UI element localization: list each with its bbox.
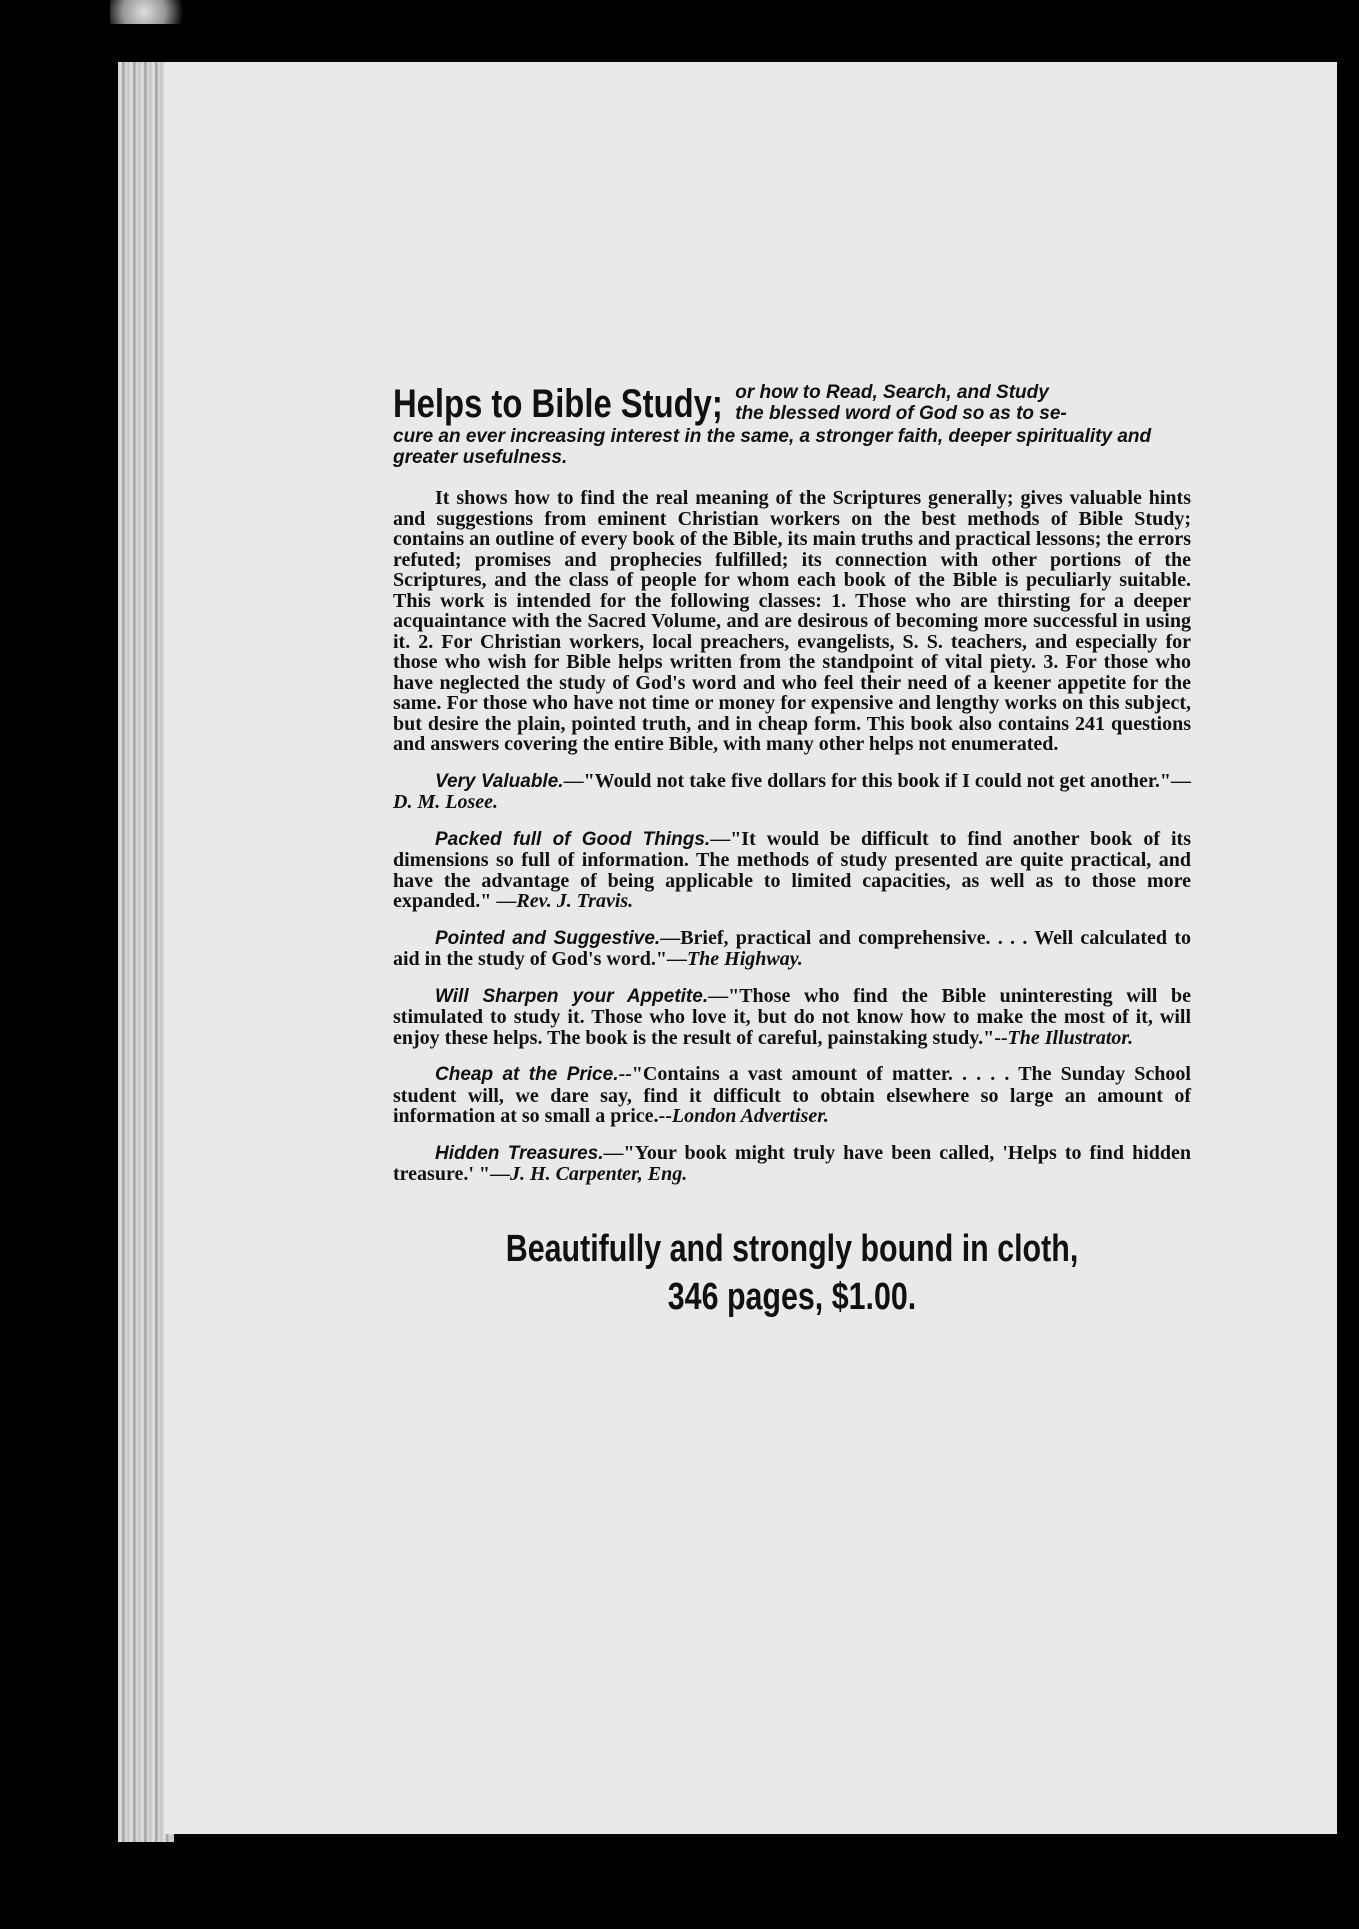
price-line: 346 pages, $1.00.: [667, 1275, 917, 1318]
review-label: Very Valuable.: [435, 770, 564, 792]
review-label: Packed full of Good Things.: [435, 828, 711, 850]
review-source: London Advertiser.: [671, 1105, 829, 1127]
review-text: —"Those who find the Bible uninteresting will be stimulated to study it. Those who love it, but do not know how to make the most of it, will enjoy these helps. The book is the result of careful, painstaking study."--: [393, 984, 1191, 1049]
review-text: —"It would be difficult to find another book of its dimensions so full of information. The methods of study presented are quite practical, and have the advantage of being applicable to limited capacities, as well as to those more expanded." —: [393, 827, 1191, 912]
review-label: Will Sharpen your Appetite.: [435, 985, 709, 1007]
review-label: Pointed and Suggestive.: [435, 927, 661, 949]
review-source: Rev. J. Travis.: [516, 890, 634, 912]
review-text: --"Contains a vast amount of matter. . . . . The Sunday School student will, we dare say, find it difficult to obtain elsewhere so large an amount of information at so small a price.--: [393, 1063, 1191, 1127]
review-source: D. M. Losee.: [393, 791, 498, 813]
review-label: Hidden Treasures.: [435, 1142, 604, 1164]
subtitle-continuation: cure an ever increasing interest in the same, a stronger faith, deeper spirituality and greater usefulness.: [393, 426, 1152, 468]
review-item: [393, 1064, 1191, 1127]
review-item: [393, 986, 1191, 1049]
review-text: —Brief, practical and comprehensive. . . . Well calculated to aid in the study of God's word."—: [393, 926, 1191, 970]
advertisement: [393, 382, 1191, 1321]
review-text: —"Would not take five dollars for this book if I could not get another."—: [563, 769, 1191, 792]
review-text: —"Your book might truly have been called, 'Helps to find hidden treasure.' "—: [393, 1141, 1191, 1185]
review-item: [393, 1143, 1191, 1185]
review-source: The Illustrator.: [1007, 1026, 1134, 1049]
subtitle-line-2: the blessed word of God so as to se-: [735, 403, 1067, 424]
review-item: [393, 928, 1191, 970]
review-item: [393, 771, 1191, 813]
page-title: Helps to Bible Study;: [393, 382, 723, 426]
subtitle-block: [735, 382, 1067, 424]
review-source: The Highway.: [686, 948, 803, 970]
binding-price-banner: [473, 1225, 1111, 1321]
review-source: J. H. Carpenter, Eng.: [510, 1163, 688, 1185]
description-paragraph: It shows how to find the real meaning of the Scriptures generally; gives valuable hints and suggestions from eminent Christian workers on the best methods of Bible Study; contains an outline of every book of the Bible, its main truths and practical lessons; the errors refuted; promises and prophecies fulfilled; its connection with other portions of the Scriptures, and the class of people for whom each book of the Bible is peculiarly suitable. This work is intended for the following classes: 1. Those who are thirsting for a deeper acquaintance with the Sacred Volume, and are desirous of becoming more successful in using it. 2. For Christian workers, local preachers, evangelists, S. S. teachers, and especially for those who wish for Bible helps written from the standpoint of vital piety. 3. For those who have neglected the study of God's word and who feel their need of a keener appetite for the same. For those who have not time or money for expensive and lengthy works on this subject, but desire the plain, pointed truth, and in cheap form. This book also contains 241 questions and answers covering the entire Bible, with many other helps not enumerated.: [393, 487, 1191, 755]
heading: [393, 382, 1191, 426]
review-label: Cheap at the Price.: [435, 1064, 619, 1085]
scan-corner-mark: [110, 0, 195, 24]
subtitle-line-1: or how to Read, Search, and Study: [735, 382, 1049, 403]
review-item: [393, 829, 1191, 912]
binding-line: Beautifully and strongly bound in cloth,: [505, 1227, 1079, 1270]
